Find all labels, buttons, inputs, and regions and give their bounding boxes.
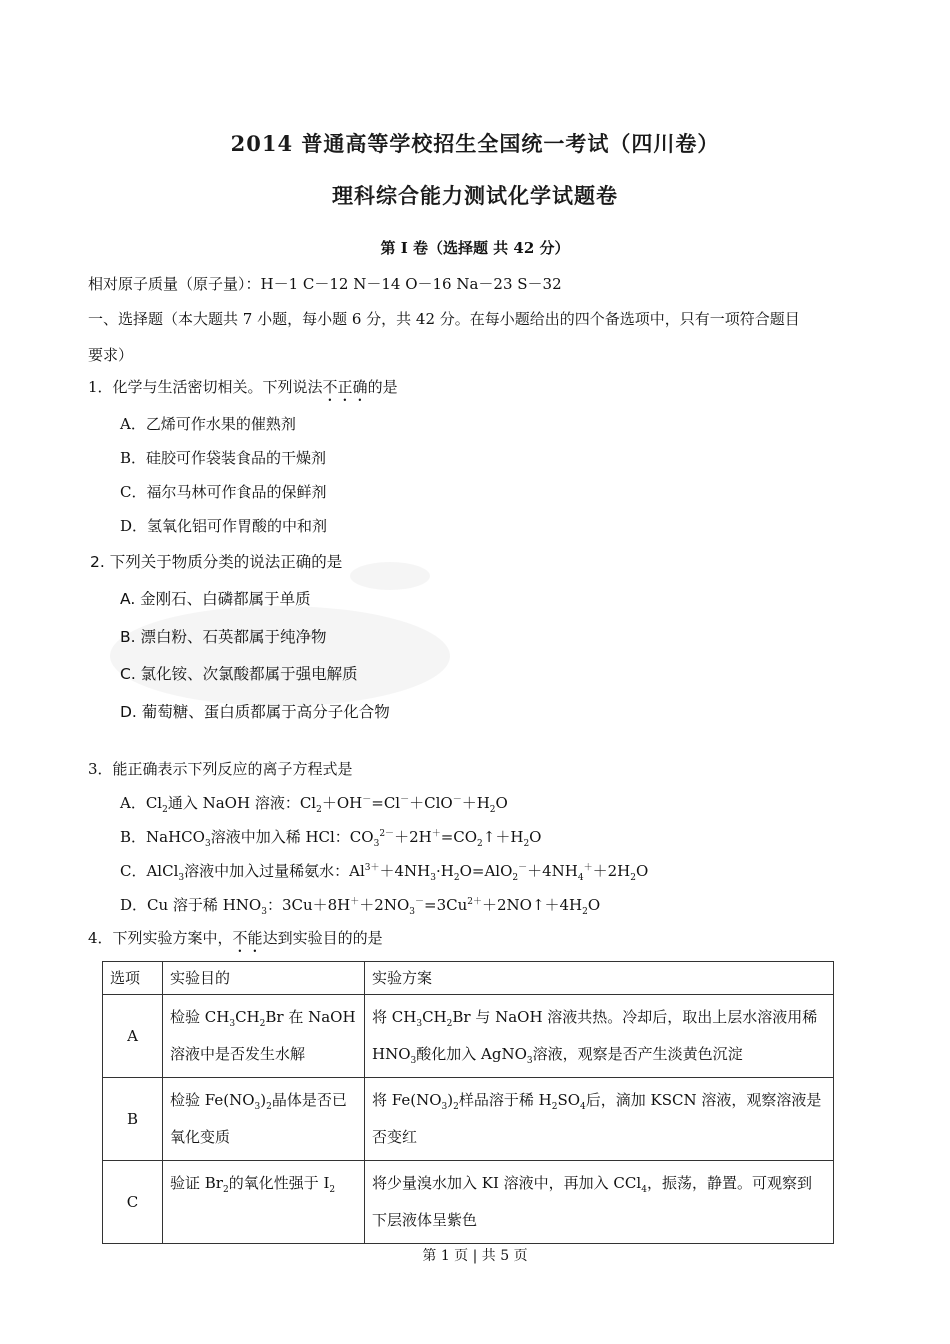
page-footer: 第 1 页 | 共 5 页 bbox=[422, 1248, 528, 1264]
q1-option-a: A．乙烯可作水果的催熟剂 bbox=[120, 415, 296, 433]
exam-subtitle: 理科综合能力测试化学试题卷 bbox=[332, 183, 618, 208]
q4-stem: 4．下列实验方案中，不能达到实验目的的是 bbox=[88, 929, 383, 947]
q1-stem: 1．化学与生活密切相关。下列说法不正确的是 bbox=[88, 378, 398, 396]
row-c-plan: 将少量溴水加入 KI 溶液中，再加入 CCl$_4$，振荡，静置。可观察到下层液体呈紫色 bbox=[365, 1161, 834, 1244]
row-a-purpose: 检验 $CH_3CH_2Br$ 在 NaOH 溶液中是否发生水解 bbox=[163, 995, 365, 1078]
row-label-c: C bbox=[103, 1161, 163, 1244]
header-plan: 实验方案 bbox=[365, 962, 834, 995]
section-heading: 第 I 卷（选择题 共 42 分） bbox=[380, 239, 570, 257]
q1-option-b: B．硅胶可作袋装食品的干燥剂 bbox=[120, 449, 327, 467]
atomic-masses: 相对原子质量（原子量）：H－1 C－12 N－14 O－16 Na－23 S－32 bbox=[88, 275, 562, 293]
table-row bbox=[103, 995, 834, 1078]
q2-option-d: D. 葡萄糖、蛋白质都属于高分子化合物 bbox=[120, 703, 390, 721]
row-a-plan: 将 $CH_3CH_2Br$ 与 NaOH 溶液共热。冷却后，取出上层水溶液用稀 $HNO_3$酸化加入 AgNO$_3$溶液，观察是否产生淡黄色沉淀 bbox=[365, 995, 834, 1078]
q3-option-c: C．AlCl$_3$溶液中加入过量稀氨水：$Al^{3+}+4NH_3\cdot H_2O=AlO_2^-+4NH_4^++2H_2O$ bbox=[120, 862, 649, 883]
row-label-a: A bbox=[103, 995, 163, 1078]
experiment-table bbox=[102, 961, 834, 1244]
q1-emphasis: 不正确 bbox=[322, 378, 368, 396]
row-c-purpose: 验证 $Br_2$的氧化性强于 $I_2$ bbox=[163, 1161, 365, 1244]
header-purpose: 实验目的 bbox=[163, 962, 365, 995]
q3-option-b: B．NaHCO$_3$溶液中加入稀 HCl：$CO_3^{2-}+2H^+=CO_2↑+H_2O$ bbox=[120, 828, 542, 849]
q2-stem: 2. 下列关于物质分类的说法正确的是 bbox=[90, 553, 343, 571]
row-b-purpose: 检验 $Fe(NO_3)_2$晶体是否已氧化变质 bbox=[163, 1078, 365, 1161]
exam-title: 2014 普通高等学校招生全国统一考试（四川卷） bbox=[230, 131, 720, 156]
q2-option-c: C. 氯化铵、次氯酸都属于强电解质 bbox=[120, 665, 358, 683]
row-label-b: B bbox=[103, 1078, 163, 1161]
q3-stem: 3．能正确表示下列反应的离子方程式是 bbox=[88, 760, 353, 778]
table-row bbox=[103, 1161, 834, 1244]
instruction-line-2: 要求） bbox=[88, 346, 134, 364]
q1-option-d: D．氢氧化铝可作胃酸的中和剂 bbox=[120, 517, 328, 535]
header-option: 选项 bbox=[103, 962, 163, 995]
q3-option-a: A．$Cl_2$通入 NaOH 溶液：$Cl_2+OH^-=Cl^-+ClO^-+H_2O$ bbox=[120, 794, 508, 815]
q3-option-d: D．Cu 溶于稀 $HNO_3$：$3Cu+8H^++2NO_3^-=3Cu^{2+}+2NO↑+4H_2O$ bbox=[120, 896, 601, 917]
table-header-row bbox=[103, 962, 834, 995]
q2-option-b: B. 漂白粉、石英都属于纯净物 bbox=[120, 628, 327, 646]
q4-emphasis: 不能 bbox=[232, 929, 263, 947]
instruction-line-1: 一、选择题（本大题共 7 小题，每小题 6 分，共 42 分。在每小题给出的四个备选项中，只有一项符合题目 bbox=[88, 310, 800, 328]
q2-option-a: A. 金刚石、白磷都属于单质 bbox=[120, 590, 311, 608]
row-b-plan: 将 $Fe(NO_3)_2$样品溶于稀 $H_2SO_4$后，滴加 KSCN 溶液，观察溶液是否变红 bbox=[365, 1078, 834, 1161]
table-row bbox=[103, 1078, 834, 1161]
q1-option-c: C．福尔马林可作食品的保鲜剂 bbox=[120, 483, 327, 501]
